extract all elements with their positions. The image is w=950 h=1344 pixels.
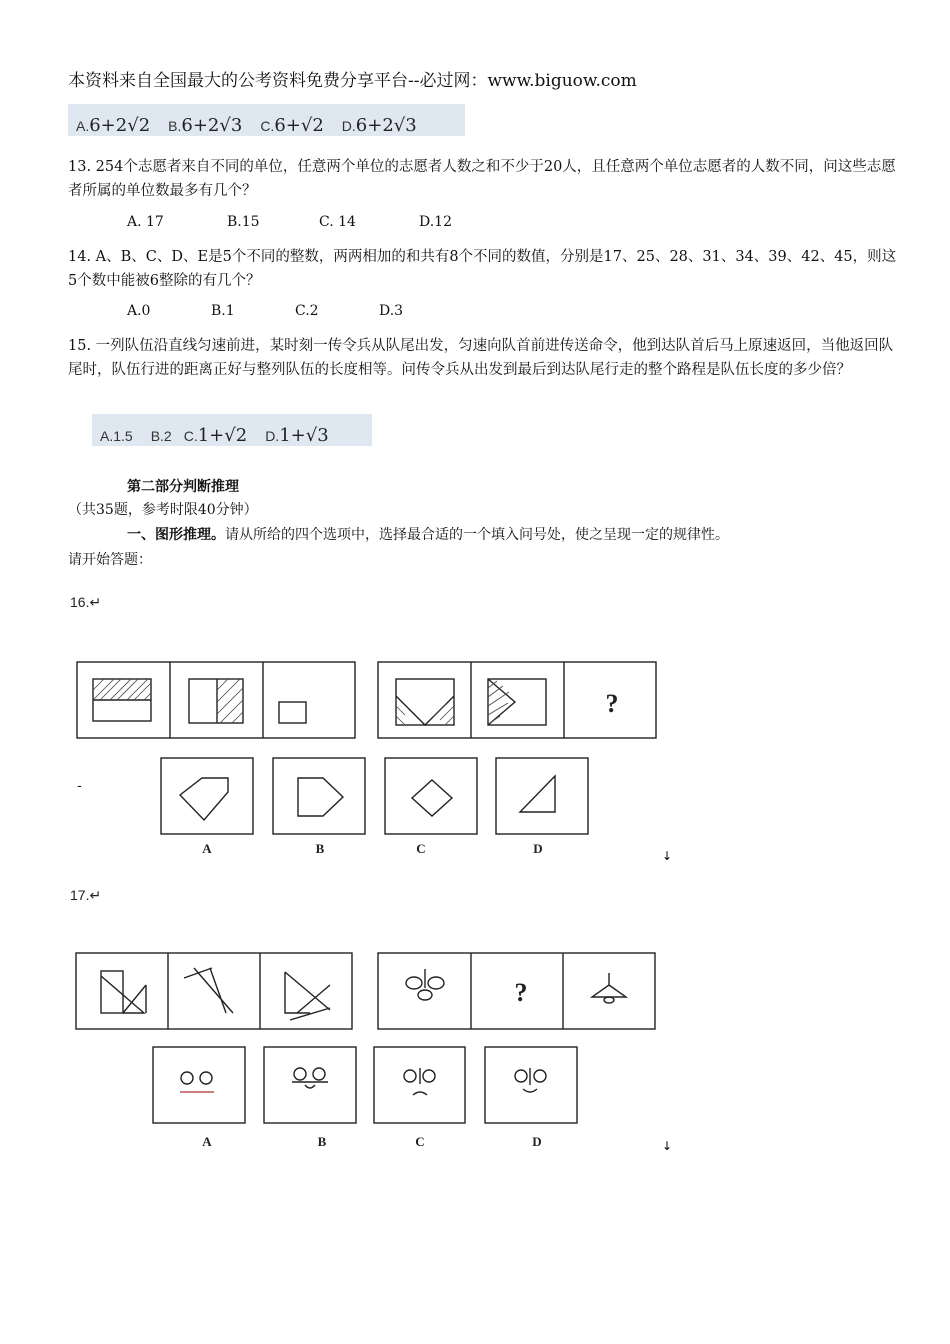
- q17-question-mark: ?: [514, 978, 528, 1007]
- q17-arrow: ↓: [662, 1139, 673, 1153]
- q12-option-a-label: A.: [76, 118, 90, 134]
- q14-choice-d: D.3: [379, 303, 404, 319]
- part2-title: 第二部分判断推理: [127, 479, 239, 495]
- page-header: 本资料来自全国最大的公考资料免费分享平台--必过网：www.biguow.com: [68, 71, 637, 91]
- q13-choice-a: A. 17: [127, 214, 164, 230]
- q17-group-2: [378, 953, 655, 1029]
- q16-label-b: B: [315, 841, 325, 856]
- q13-choice-c: C. 14: [319, 214, 356, 230]
- q13-choice-d: D.12: [419, 214, 452, 230]
- q17-label-c: C: [415, 1134, 425, 1149]
- q13-text: 13. 254个志愿者来自不同的单位，任意两个单位的志愿者人数之和不少于20人，且任意两个单位志愿者的人数不同，问这些志愿者所属的单位数最多有几个？: [68, 159, 896, 199]
- q12-option-d-expr: 6+2√3: [355, 115, 417, 136]
- q15-option-c-label: C.: [183, 428, 198, 444]
- q12-option-b-label: B.: [168, 118, 182, 134]
- q14-choice-b: B.1: [211, 303, 235, 319]
- q17-number: 17.↵: [70, 887, 102, 903]
- q16-label-c: C: [416, 841, 426, 856]
- q15-text: 15. 一列队伍沿直线匀速前进，某时刻一传令兵从队尾出发，匀速向队首前进传送命令，他到达队首后马上原速返回，当他返回队尾时，队伍行进的距离正好与整列队伍的长度相等。问传令兵从出发到最后到达队尾行走的整个路程是队伍长度的多少倍？: [68, 338, 894, 378]
- q14-choice-c: C.2: [295, 303, 319, 319]
- q17-label-a: A: [202, 1134, 212, 1149]
- part2-section-text: 请从所给的四个选项中，选择最合适的一个填入问号处，使之呈现一定的规律性。: [225, 527, 729, 543]
- q15-option-c-expr: 1+√2: [197, 425, 248, 446]
- q14-choice-a: A.0: [127, 303, 151, 319]
- q17-label-d: D: [532, 1134, 542, 1149]
- q12-option-d-label: D.: [341, 118, 356, 134]
- q15-option-a: A.1.5: [100, 428, 133, 444]
- q16-group-1: [77, 662, 355, 738]
- q12-option-a-expr: 6+2√2: [89, 115, 151, 136]
- q12-option-b-expr: 6+2√3: [181, 115, 243, 136]
- q16-number: 16.↵: [70, 594, 102, 610]
- q16-options: [161, 758, 588, 856]
- q15-option-b: B.2: [150, 428, 172, 444]
- q16-question-mark: ?: [605, 689, 619, 718]
- q17-options: [153, 1047, 577, 1149]
- q13-choice-b: B.15: [227, 214, 260, 230]
- q12-option-c-label: C.: [260, 118, 275, 134]
- q12-option-c-expr: 6+√2: [274, 115, 324, 136]
- q15-option-d-expr: 1+√3: [279, 425, 329, 446]
- q16-label-d: D: [533, 841, 543, 856]
- q17-group-1: [76, 953, 352, 1029]
- part2-section-heading: 一、图形推理。: [127, 527, 225, 543]
- q16-label-a: A: [202, 841, 212, 856]
- part2-start: 请开始答题：: [68, 552, 152, 568]
- q16-arrow: ↓: [662, 849, 673, 863]
- q14-text: 14. A、B、C、D、E是5个不同的整数，两两相加的和共有8个不同的数值，分别是17、25、28、31、34、39、42、45，则这5个数中能被6整除的有几个？: [68, 249, 897, 289]
- part2-subtitle: （共35题，参考时限40分钟）: [68, 502, 258, 518]
- q16-dot: -: [77, 778, 82, 794]
- q16-group-2: [378, 662, 656, 738]
- q17-label-b: B: [317, 1134, 327, 1149]
- q15-option-d-label: D.: [265, 428, 280, 444]
